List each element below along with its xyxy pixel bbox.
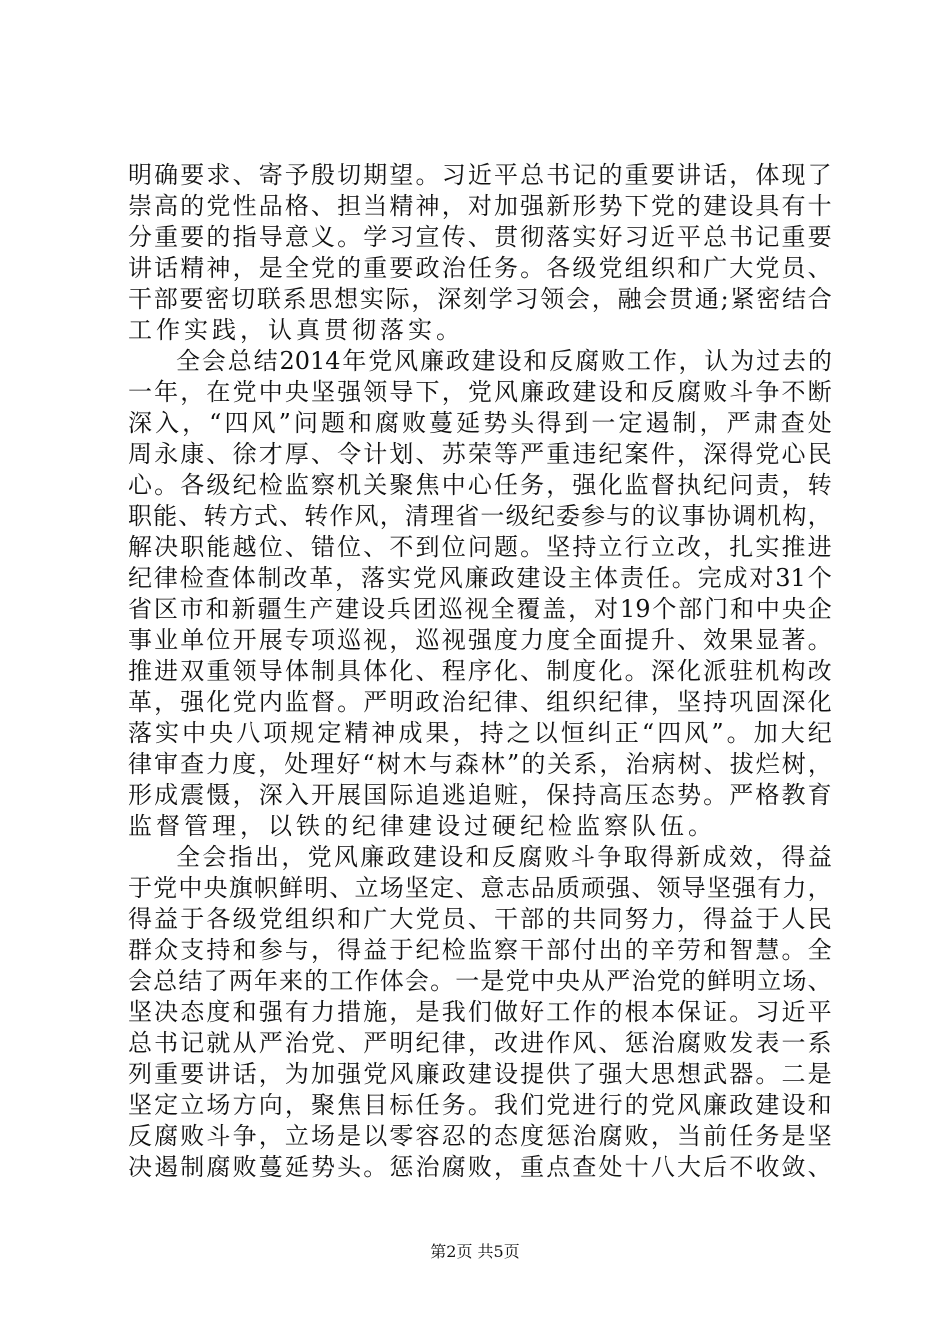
- text-line: 反 腐 败 斗 争 ， 立 场 是 以 零 容 忍 的 态 度 惩 治 腐 败 ， 当 前 任 务 是 坚: [128, 1122, 832, 1150]
- text-line: 落 实 中 央 八 项 规 定 精 神 成 果 ， 持 之 以 恒 纠 正 “ 四 风 ” 。 加 大 纪: [128, 719, 832, 747]
- text-line: 工作实践，认真贯彻落实。: [128, 316, 464, 344]
- text-line: 心 。 各 级 纪 检 监 察 机 关 聚 焦 中 心 任 务 ， 强 化 监 督 执 纪 问 责 ， 转: [128, 471, 832, 499]
- text-line: 全 会 指 出 ， 党 风 廉 政 建 设 和 反 腐 败 斗 争 取 得 新 成 效 ， 得 益: [176, 843, 832, 871]
- text-line: 群 众 支 持 和 参 与 ， 得 益 于 纪 检 监 察 干 部 付 出 的 辛 劳 和 智 慧 。 全: [128, 936, 832, 964]
- text-line: 坚 定 立 场 方 向 ， 聚 焦 目 标 任 务 。 我 们 党 进 行 的 党 风 廉 政 建 设 和: [128, 1091, 832, 1119]
- text-line: 一 年 ， 在 党 中 央 坚 强 领 导 下 ， 党 风 廉 政 建 设 和 反 腐 败 斗 争 不 断: [128, 378, 832, 406]
- text-line: 全 会 总 结 2014 年 党 风 廉 政 建 设 和 反 腐 败 工 作 ， 认 为 过 去 的: [176, 347, 832, 375]
- text-line: 事 业 单 位 开 展 专 项 巡 视 ， 巡 视 强 度 力 度 全 面 提 升 、 效 果 显 著 。: [128, 626, 832, 654]
- text-line: 坚 决 态 度 和 强 有 力 措 施 ， 是 我 们 做 好 工 作 的 根 本 保 证 。 习 近 平: [128, 998, 832, 1026]
- text-line: 推 进 双 重 领 导 体 制 具 体 化 、 程 序 化 、 制 度 化 。 深 化 派 驻 机 构 改: [128, 657, 832, 685]
- text-line: 形 成 震 慑 ， 深 入 开 展 国 际 追 逃 追 赃 ， 保 持 高 压 态 势 。 严 格 教 育: [128, 781, 832, 809]
- text-line: 监督管理，以铁的纪律建设过硬纪检监察队伍。: [128, 812, 716, 840]
- text-line: 崇 高 的 党 性 品 格 、 担 当 精 神 ， 对 加 强 新 形 势 下 党 的 建 设 具 有 十: [128, 192, 832, 220]
- text-line: 分 重 要 的 指 导 意 义 。 学 习 宣 传 、 贯 彻 落 实 好 习 近 平 总 书 记 重 要: [128, 223, 832, 251]
- text-line: 干 部 要 密 切 联 系 思 想 实 际 ， 深 刻 学 习 领 会 ， 融 会 贯 通 ; 紧 密 结 合: [128, 285, 832, 313]
- text-line: 省 区 市 和 新 疆 生 产 建 设 兵 团 巡 视 全 覆 盖 ， 对 19 个 部 门 和 中 央 企: [128, 595, 832, 623]
- text-line: 列 重 要 讲 话 ， 为 加 强 党 风 廉 政 建 设 提 供 了 强 大 思 想 武 器 。 二 是: [128, 1060, 832, 1088]
- text-line: 决 遏 制 腐 败 蔓 延 势 头 。 惩 治 腐 败 ， 重 点 查 处 十 八 大 后 不 收 敛 、: [128, 1153, 832, 1181]
- text-line: 得 益 于 各 级 党 组 织 和 广 大 党 员 、 干 部 的 共 同 努 力 ， 得 益 于 人 民: [128, 905, 832, 933]
- text-line: 明 确 要 求 、 寄 予 殷 切 期 望 。 习 近 平 总 书 记 的 重 要 讲 话 ， 体 现 了: [128, 161, 832, 189]
- text-line: 革 ， 强 化 党 内 监 督 。 严 明 政 治 纪 律 、 组 织 纪 律 ， 坚 持 巩 固 深 化: [128, 688, 832, 716]
- document-body: [128, 160, 832, 1183]
- text-line: 讲 话 精 神 ， 是 全 党 的 重 要 政 治 任 务 。 各 级 党 组 织 和 广 大 党 员 、: [128, 254, 832, 282]
- text-line: 纪 律 检 查 体 制 改 革 ， 落 实 党 风 廉 政 建 设 主 体 责 任 。 完 成 对 31 个: [128, 564, 832, 592]
- page-footer: 第2页 共5页: [430, 1242, 520, 1261]
- text-line: 会 总 结 了 两 年 来 的 工 作 体 会 。 一 是 党 中 央 从 严 治 党 的 鲜 明 立 场 、: [128, 967, 832, 995]
- text-line: 律 审 查 力 度 ， 处 理 好 “ 树 木 与 森 林 ” 的 关 系 ， 治 病 树 、 拔 烂 树 ，: [128, 750, 832, 778]
- text-line: 职 能 、 转 方 式 、 转 作 风 ， 清 理 省 一 级 纪 委 参 与 的 议 事 协 调 机 构 ，: [128, 502, 832, 530]
- text-line: 总 书 记 就 从 严 治 党 、 严 明 纪 律 ， 改 进 作 风 、 惩 治 腐 败 发 表 一 系: [128, 1029, 832, 1057]
- text-line: 于 党 中 央 旗 帜 鲜 明 、 立 场 坚 定 、 意 志 品 质 顽 强 、 领 导 坚 强 有 力 ，: [128, 874, 832, 902]
- text-line: 解 决 职 能 越 位 、 错 位 、 不 到 位 问 题 。 坚 持 立 行 立 改 ， 扎 实 推 进: [128, 533, 832, 561]
- text-line: 周 永 康 、 徐 才 厚 、 令 计 划 、 苏 荣 等 严 重 违 纪 案 件 ， 深 得 党 心 民: [128, 440, 832, 468]
- text-line: 深 入 ， “ 四 风 ” 问 题 和 腐 败 蔓 延 势 头 得 到 一 定 遏 制 ， 严 肃 查 处: [128, 409, 832, 437]
